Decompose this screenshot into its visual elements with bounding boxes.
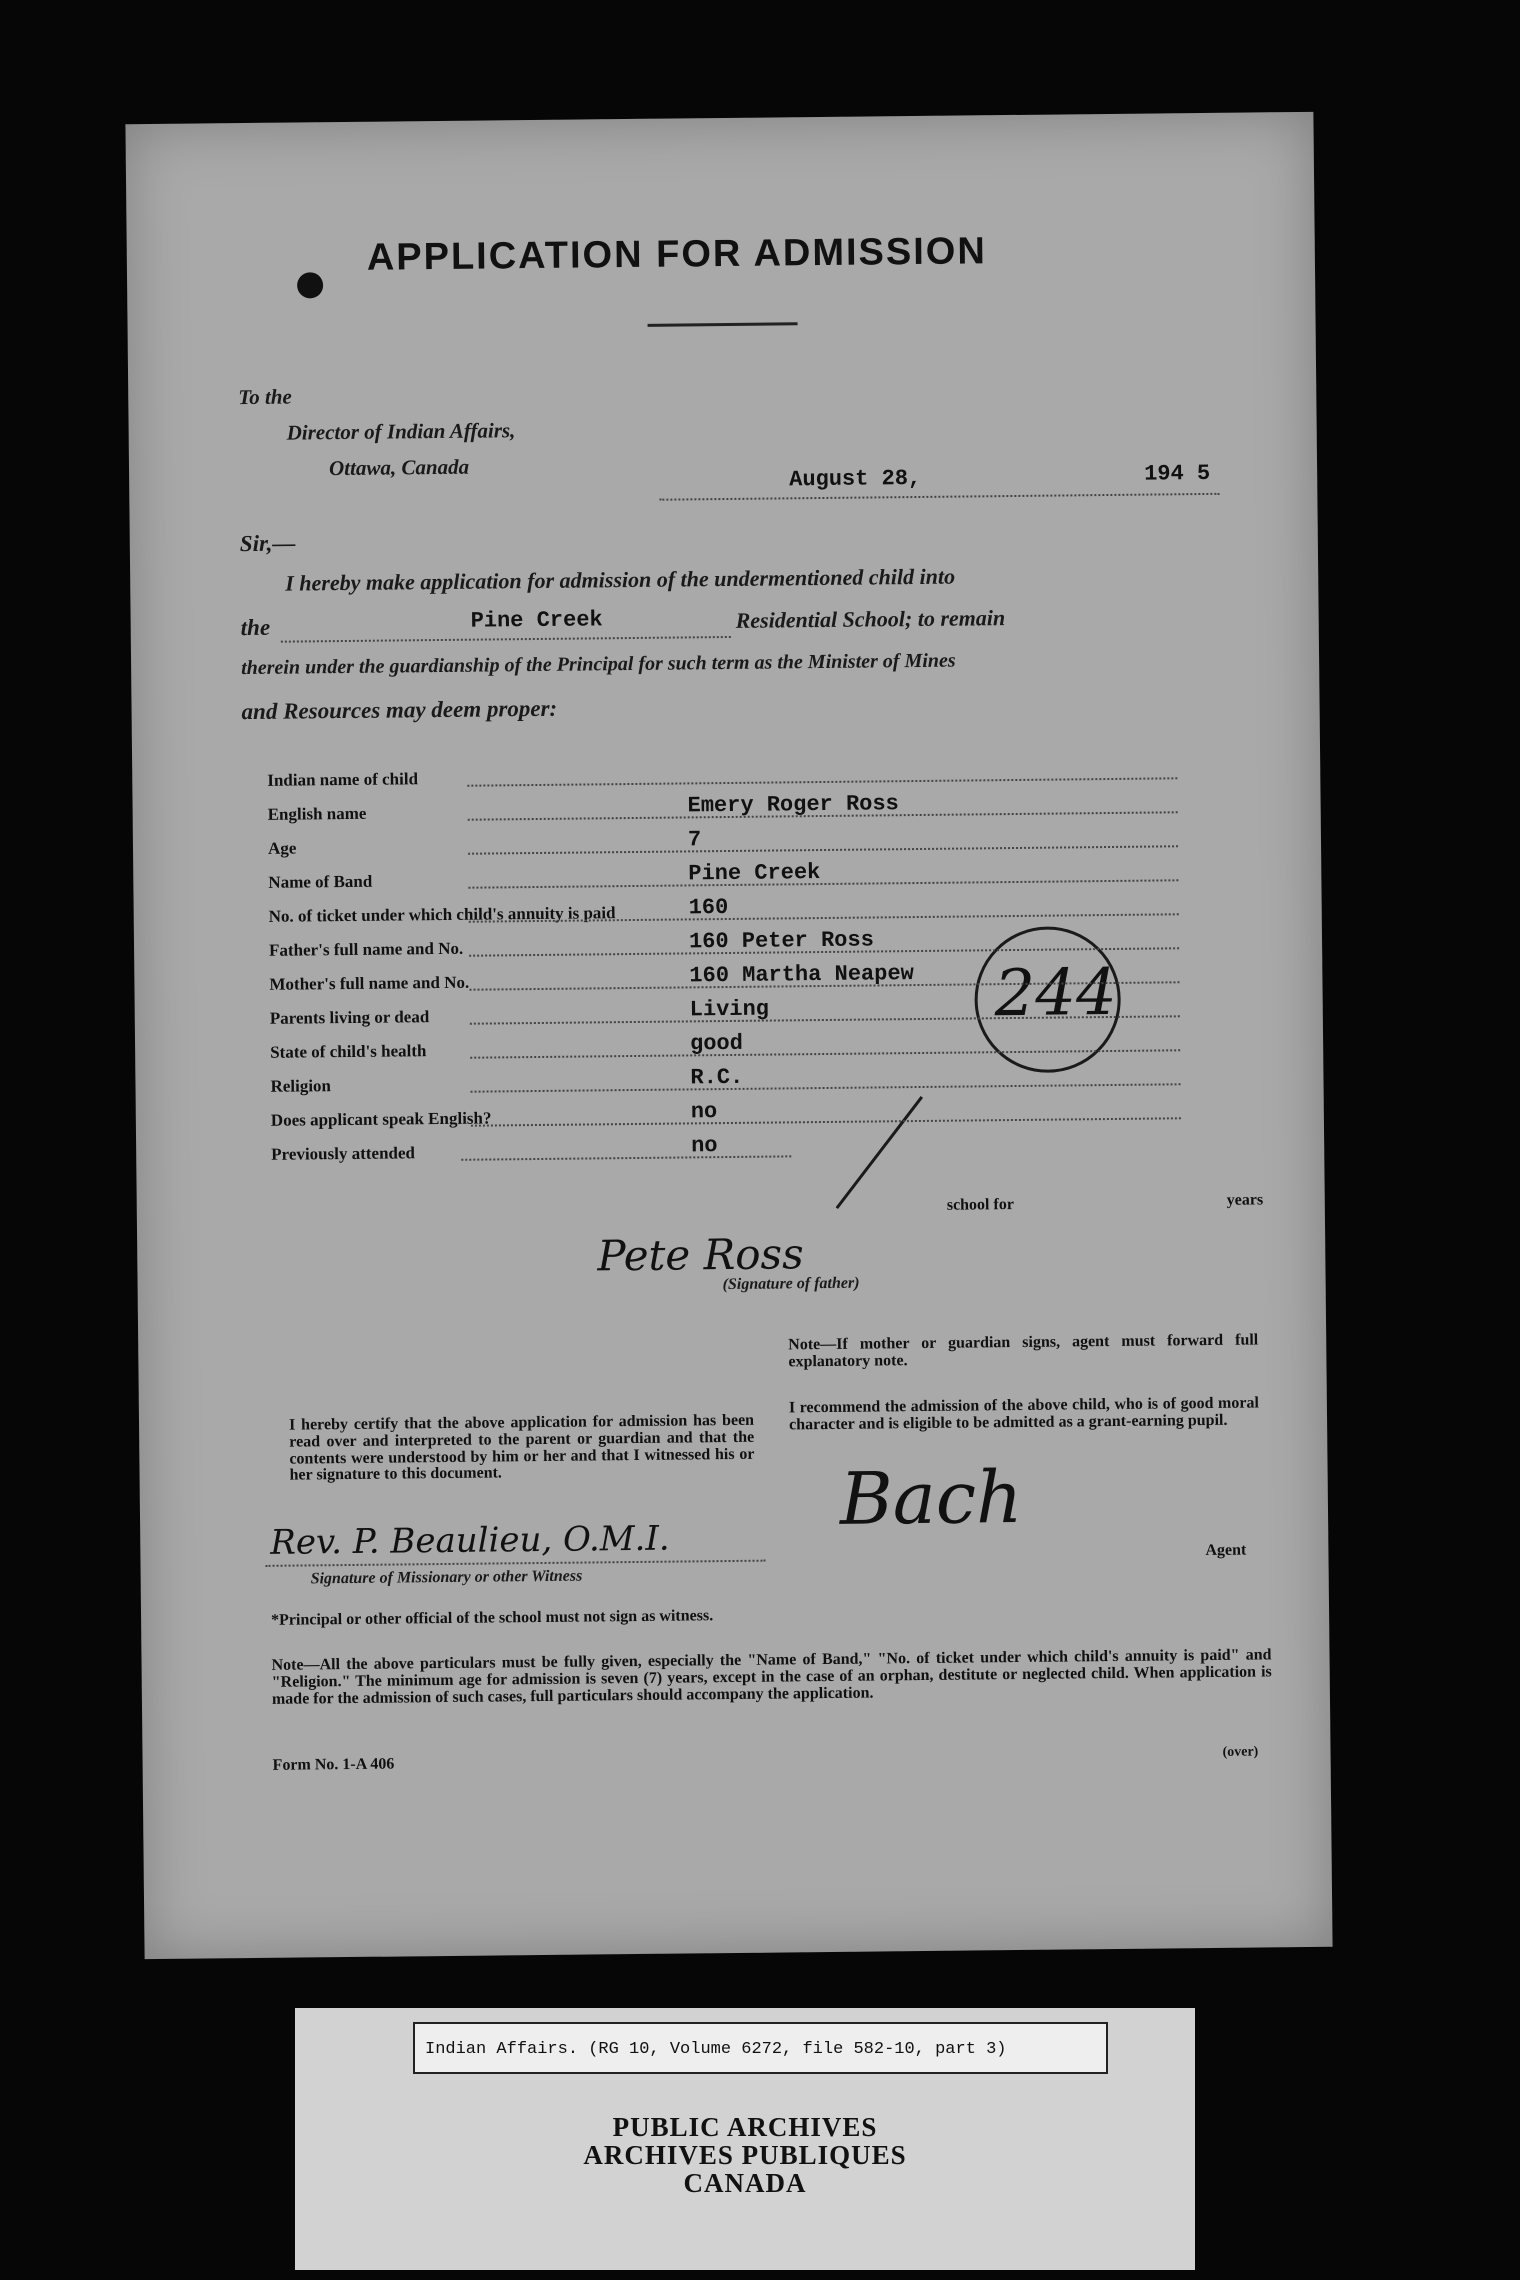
field-label: Mother's full name and No. [269,972,470,994]
salutation: Sir,— [239,530,296,557]
school-for-label: school for [946,1196,1014,1214]
body-the: the [240,614,271,641]
field-value: 160 Martha Neapew [689,961,914,989]
field-dotted-line [468,879,1178,888]
field-label: Age [267,838,297,858]
archive-country: CANADA [683,2168,807,2198]
field-label: Parents living or dead [269,1007,430,1028]
field-row [270,1059,1180,1099]
field-dotted-line [468,845,1178,854]
field-value: 160 [688,895,729,921]
address-line-2: Director of Indian Affairs, [286,418,516,445]
field-value: R.C. [690,1064,744,1091]
field-label: Does applicant speak English? [270,1108,492,1130]
field-row [268,855,1178,895]
certify-paragraph: I hereby certify that the above application for admission has been read over and interpreted to the parent or guardian and that the contents were understood by him or her and that I witnessed his or her signature to this document. [288,1411,755,1485]
body-residential: Residential School; to remain [735,605,1006,633]
field-label: Name of Band [268,871,373,892]
field-row [267,753,1177,793]
field-label: Previously attended [271,1143,416,1164]
mother-guardian-note: Note—If mother or guardian signs, agent must forward full explanatory note. [788,1331,1259,1371]
archive-reference: Indian Affairs. (RG 10, Volume 6272, file 582-10, part 3) [413,2022,1108,2074]
archive-label [295,2008,1195,2270]
field-dotted-line [471,1083,1181,1092]
application-form-page [125,112,1332,1959]
school-name-line [281,634,731,643]
field-value: Pine Creek [688,860,821,887]
field-label: Religion [270,1076,332,1096]
field-row [269,889,1179,929]
field-value: 160 Peter Ross [688,927,874,955]
address-line-3: Ottawa, Canada [328,454,470,481]
body-line-3: therein under the guardianship of the Principal for such term as the Minister of Mines [241,649,956,680]
circled-number: 244 [994,955,1118,1032]
field-value: no [691,1133,718,1159]
father-signature-caption: (Signature of father) [722,1274,860,1294]
field-value: good [689,1030,744,1057]
field-label: State of child's health [270,1041,427,1062]
field-value: no [690,1099,718,1125]
form-title: APPLICATION FOR ADMISSION [366,230,988,279]
body-line-4: and Resources may deem proper: [241,695,558,725]
recommend-paragraph: I recommend the admission of the above child, who is of good moral character and is eligible to be admitted as a grant-earning pupil. [788,1394,1259,1434]
field-value: Emery Roger Ross [687,791,899,819]
archive-name-en: PUBLIC ARCHIVES [612,2112,878,2142]
agent-label: Agent [1205,1541,1247,1560]
field-label: Father's full name and No. [268,938,464,960]
field-row [271,1093,1181,1133]
years-label: years [1226,1191,1264,1209]
bottom-note: Note—All the above particulars must be fully given, especially the "Name of Band," "No. of ticket under which child's annuity is paid" and "Religion." The minimum age for admission is seven (7) years, except in the case of an orphan, destitute or neglected child. When application is made for the admission of such cases, full particulars should accompany the application. [271,1646,1272,1708]
field-label: No. of ticket under which child's annuity is paid [268,903,616,926]
date-line [659,491,1219,501]
body-line-1: I hereby make application for admission of the undermentioned child into [285,563,956,596]
witness-signature: Rev. P. Beaulieu, O.M.I. [270,1518,670,1563]
field-row [268,821,1178,861]
agent-signature: Bach [839,1454,1023,1541]
father-signature: Pete Ross [597,1229,804,1281]
field-value: 7 [687,827,702,853]
date-month-day: August 28, [789,465,922,493]
field-dotted-line [471,1117,1181,1126]
field-label: Indian name of child [267,769,419,790]
field-row [271,1127,1181,1167]
field-dotted-line [461,1155,791,1160]
field-row [267,787,1177,827]
witness-caption: Signature of Missionary or other Witness [310,1567,583,1588]
school-name: Pine Creek [470,607,603,634]
field-value: Living [689,996,770,1023]
archive-name-fr: ARCHIVES PUBLIQUES [583,2140,907,2170]
field-label: English name [267,803,367,824]
over-label: (over) [1222,1744,1259,1760]
principal-note: *Principal or other official of the school must not sign as witness. [271,1607,714,1629]
form-number: Form No. 1-A 406 [272,1755,395,1774]
title-underline [648,322,798,327]
title-bullet [297,272,323,298]
field-dotted-line [467,777,1177,786]
address-line-1: To the [238,384,292,410]
date-year: 194 5 [1144,460,1211,487]
